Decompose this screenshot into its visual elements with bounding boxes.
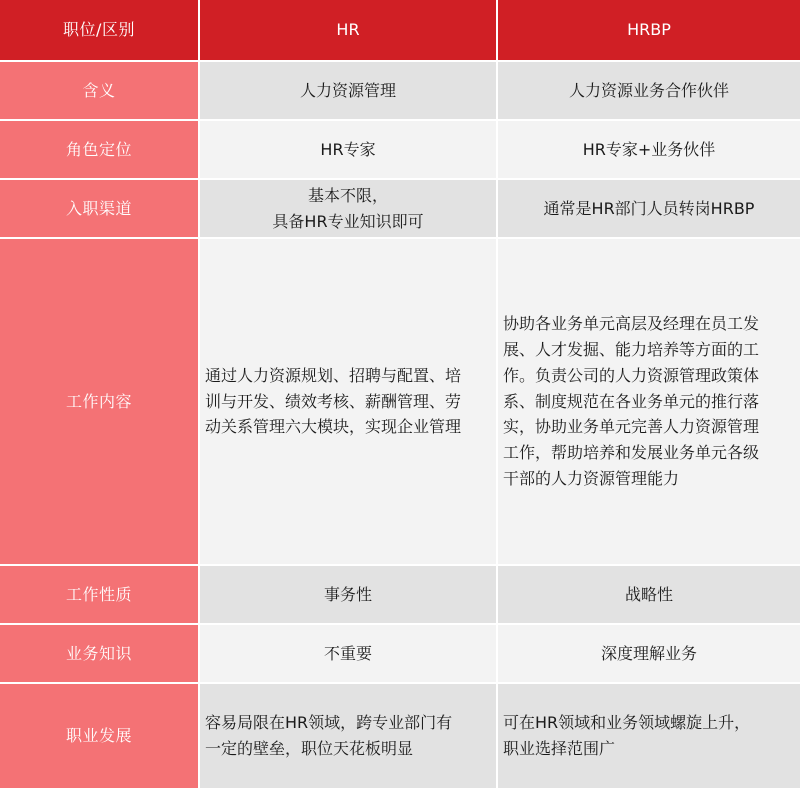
row-label: 工作性质 bbox=[0, 566, 200, 625]
hrbp-cell: 人力资源业务合作伙伴 bbox=[498, 62, 800, 121]
hr-cell: HR专家 bbox=[200, 121, 498, 180]
table-row-entry-channel bbox=[0, 180, 800, 239]
row-label: 角色定位 bbox=[0, 121, 200, 180]
hrbp-cell: 通常是HR部门人员转岗HRBP bbox=[498, 180, 800, 239]
table-row-meaning bbox=[0, 62, 800, 121]
header-cell-hr: HR bbox=[200, 0, 498, 62]
hrbp-cell: 协助各业务单元高层及经理在员工发 展、人才发掘、能力培养等方面的工 作。负责公司的人力资源管理政策体 系、制度规范在各业务单元的推行落 实，协助业务单元完善人力资源管理 工作，帮助培养和发展业务单元各级 干部的人力资源管理能力 bbox=[498, 239, 800, 566]
table-row-career bbox=[0, 684, 800, 790]
row-label: 职业发展 bbox=[0, 684, 200, 790]
table-row-work-nature bbox=[0, 566, 800, 625]
table-row-business-knowledge bbox=[0, 625, 800, 684]
hr-cell: 事务性 bbox=[200, 566, 498, 625]
hrbp-cell: 深度理解业务 bbox=[498, 625, 800, 684]
hrbp-cell: 可在HR领域和业务领域螺旋上升， 职业选择范围广 bbox=[498, 684, 800, 790]
hrbp-cell: HR专家+业务伙伴 bbox=[498, 121, 800, 180]
hr-cell: 通过人力资源规划、招聘与配置、培 训与开发、绩效考核、薪酬管理、劳 动关系管理六大模块，实现企业管理 bbox=[200, 239, 498, 566]
hr-cell: 不重要 bbox=[200, 625, 498, 684]
row-label: 业务知识 bbox=[0, 625, 200, 684]
table-row-role bbox=[0, 121, 800, 180]
header-cell-category: 职位/区别 bbox=[0, 0, 200, 62]
header-cell-hrbp: HRBP bbox=[498, 0, 800, 62]
hr-cell: 人力资源管理 bbox=[200, 62, 498, 121]
row-label: 工作内容 bbox=[0, 239, 200, 566]
hr-cell: 容易局限在HR领域，跨专业部门有 一定的壁垒，职位天花板明显 bbox=[200, 684, 498, 790]
row-label: 入职渠道 bbox=[0, 180, 200, 239]
row-label: 含义 bbox=[0, 62, 200, 121]
table-header-row bbox=[0, 0, 800, 62]
hrbp-cell: 战略性 bbox=[498, 566, 800, 625]
hr-cell: 基本不限， 具备HR专业知识即可 bbox=[200, 180, 498, 239]
table-row-work-content bbox=[0, 239, 800, 566]
